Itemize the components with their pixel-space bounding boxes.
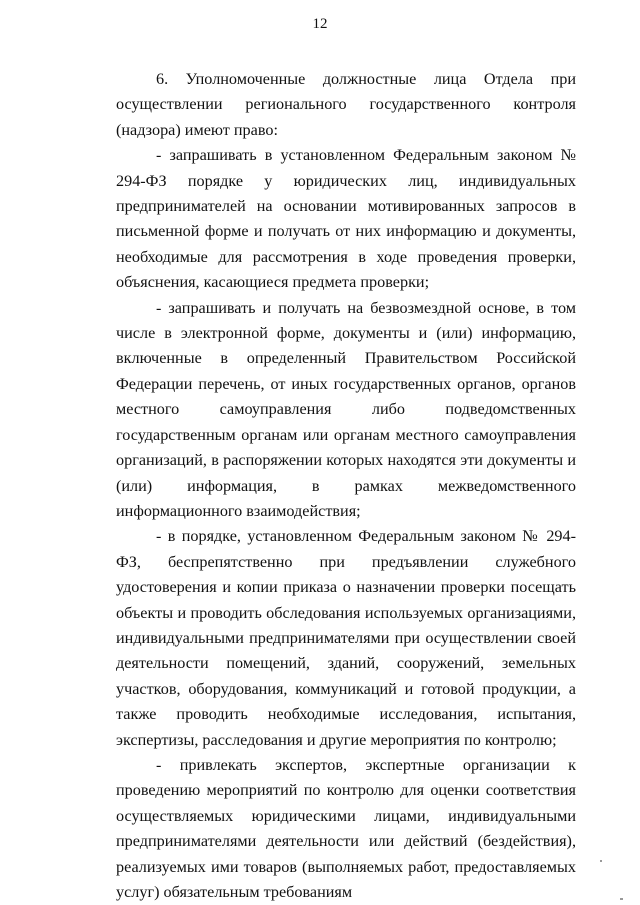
paragraph-interagency-request: - запрашивать и получать на безвозмездной основе, в том числе в электронной форме, документы и (или) информацию, включенные в определенный Правительством Российской Федерации перечень, от иных государственных органов, органов местного самоуправления либо подведомственных государственным органам или органам местного самоуправления организаций, в распоряжении которых находятся эти документы и (или) информация, в рамках межведомственного информационного взаимодействия; xyxy=(116,298,576,520)
paragraph-rights-intro: 6. Уполномоченные должностные лица Отдела при осуществлении регионального государственного контроля (надзора) имеют право: xyxy=(116,70,576,139)
scan-speck xyxy=(620,898,623,900)
scan-speck xyxy=(600,860,602,862)
page-number: 12 xyxy=(312,16,328,32)
paragraph-involve-experts: - привлекать экспертов, экспертные организации к проведению мероприятий по контролю для оценки соответствия осуществляемых юридическими лицами, индивидуальными предпринимателями деятельности или действий (бездействия), реализуемых ими товаров (выполняемых работ, предоставляемых услуг) обязательным требованиям xyxy=(116,755,576,901)
paragraph-inspect-objects: - в порядке, установленном Федеральным законом № 294-ФЗ, беспрепятственно при предъявлении служебного удостоверения и копии приказа о назначении проверки посещать объекты и проводить обследования используемых организациями, индивидуальными предпринимателями при осуществлении своей деятельности помещений, зданий, сооружений, земельных участков, оборудования, коммуникаций и готовой продукции, а также проводить необходимые исследования, испытания, экспертизы, расследования и другие мероприятия по контролю; xyxy=(116,527,576,749)
paragraph-request-documents: - запрашивать в установленном Федеральным законом № 294-ФЗ порядке у юридических лиц, индивидуальных предпринимателей на основании мотивированных запросов в письменной форме и получать от них информацию и документы, необходимые для рассмотрения в ходе проведения проверки, объяснения, касающиеся предмета проверки; xyxy=(116,146,576,292)
document-body xyxy=(116,67,576,905)
